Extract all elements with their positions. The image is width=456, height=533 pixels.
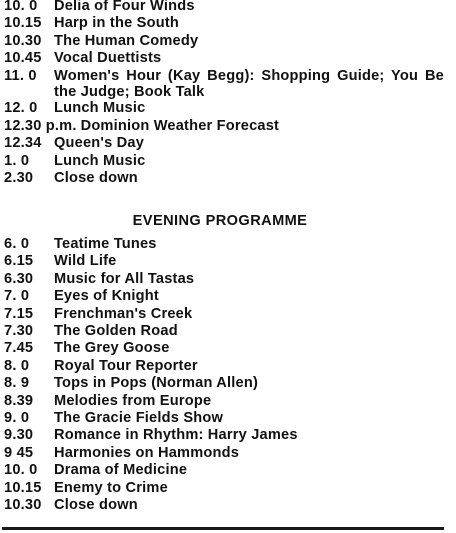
schedule-entry (4, 323, 444, 340)
schedule-entry (4, 393, 444, 410)
entry-time: 9 45 (4, 444, 34, 461)
entry-time: 6. 0 (4, 236, 30, 252)
schedule-entry (4, 153, 444, 170)
entry-time: 9. 0 (4, 410, 30, 427)
entry-time: 2.30 (4, 170, 34, 187)
entry-title: Royal Tour Reporter (54, 357, 198, 374)
entry-time: 7.45 (4, 340, 34, 357)
entry-title: The Golden Road (54, 323, 178, 340)
schedule-entry (4, 253, 444, 270)
entry-time: 7.15 (4, 305, 34, 322)
schedule-entry (4, 33, 444, 50)
schedule-entry (4, 497, 444, 514)
schedule-entry (4, 0, 444, 15)
entry-title: Lunch Music (54, 100, 146, 117)
evening-heading: EVENING PROGRAMME (132, 213, 308, 229)
entry-time: 10.45 (4, 50, 42, 67)
entry-title: Melodies from Europe (54, 392, 212, 409)
entry-time: 10. 0 (4, 462, 38, 479)
entry-title: Music for All Tastas (54, 270, 195, 287)
entry-time: 10. 0 (4, 0, 38, 14)
entry-time: 11. 0 (4, 67, 37, 84)
entry-title: Harp in the South (54, 15, 180, 32)
entry-title: Close down (54, 497, 138, 514)
schedule-entry (4, 68, 444, 101)
entry-time: 12. 0 (4, 100, 38, 117)
entry-title: Teatime Tunes (54, 236, 157, 252)
entry-time: 6.30 (4, 270, 34, 287)
schedule-entry (4, 340, 444, 357)
schedule-entry (4, 288, 444, 305)
entry-title: The Human Comedy (54, 32, 199, 49)
entry-time: 10.15 (4, 15, 42, 32)
entry-time: 12.30 p.m. (4, 117, 77, 134)
schedule-entry (4, 375, 444, 392)
schedule-entry (4, 271, 444, 288)
entry-title: Eyes of Knight (54, 288, 159, 305)
schedule-entry (4, 445, 444, 462)
entry-title: Women's Hour (Kay Begg): Shopping Guide; You Be the Judge; Book Talk (54, 67, 444, 101)
schedule-entry (4, 100, 444, 117)
entry-time: 8. 9 (4, 375, 30, 392)
entry-time: 10.30 (4, 497, 42, 514)
entry-title: Wild Life (54, 253, 117, 270)
entry-title: Lunch Music (54, 152, 146, 169)
schedule-entry (4, 427, 444, 444)
morning-schedule (4, 0, 444, 187)
schedule-entry (4, 118, 444, 135)
entry-title: Queen's Day (54, 135, 145, 152)
schedule-entry (4, 462, 444, 479)
schedule-entry (4, 170, 444, 187)
entry-time: 10.15 (4, 479, 42, 496)
entry-title: The Grey Goose (54, 340, 170, 357)
schedule-entry (4, 135, 444, 152)
entry-time: 7. 0 (4, 288, 30, 305)
entry-time: 6.15 (4, 253, 34, 270)
entry-title: Romance in Rhythm: Harry James (54, 427, 298, 444)
entry-time: 10.30 (4, 32, 42, 49)
entry-title: Tops in Pops (Norman Allen) (54, 375, 259, 392)
entry-title: Dominion Weather Forecast (80, 117, 280, 134)
entry-time: 7.30 (4, 323, 34, 340)
entry-time: 12.34 (4, 135, 42, 152)
entry-title: Vocal Duettists (54, 50, 162, 67)
bottom-rule (2, 527, 444, 530)
schedule-entry (4, 236, 444, 253)
entry-title: Delia of Four Winds (54, 0, 195, 14)
entry-time: 1. 0 (4, 152, 30, 169)
evening-schedule (4, 236, 444, 515)
entry-title: Frenchman's Creek (54, 305, 193, 322)
schedule-entry (4, 480, 444, 497)
entry-title: Enemy to Crime (54, 479, 168, 496)
entry-time: 8. 0 (4, 357, 30, 374)
schedule-entry (4, 358, 444, 375)
entry-title: Close down (54, 170, 138, 187)
entry-title: The Gracie Fields Show (54, 410, 224, 427)
schedule-entry (4, 410, 444, 427)
schedule-entry (4, 306, 444, 323)
schedule-entry (4, 50, 444, 67)
entry-title: Harmonies on Hammonds (54, 444, 240, 461)
entry-title: Drama of Medicine (54, 462, 188, 479)
entry-time: 8.39 (4, 392, 34, 409)
entry-time: 9.30 (4, 427, 34, 444)
schedule-entry (4, 15, 444, 32)
